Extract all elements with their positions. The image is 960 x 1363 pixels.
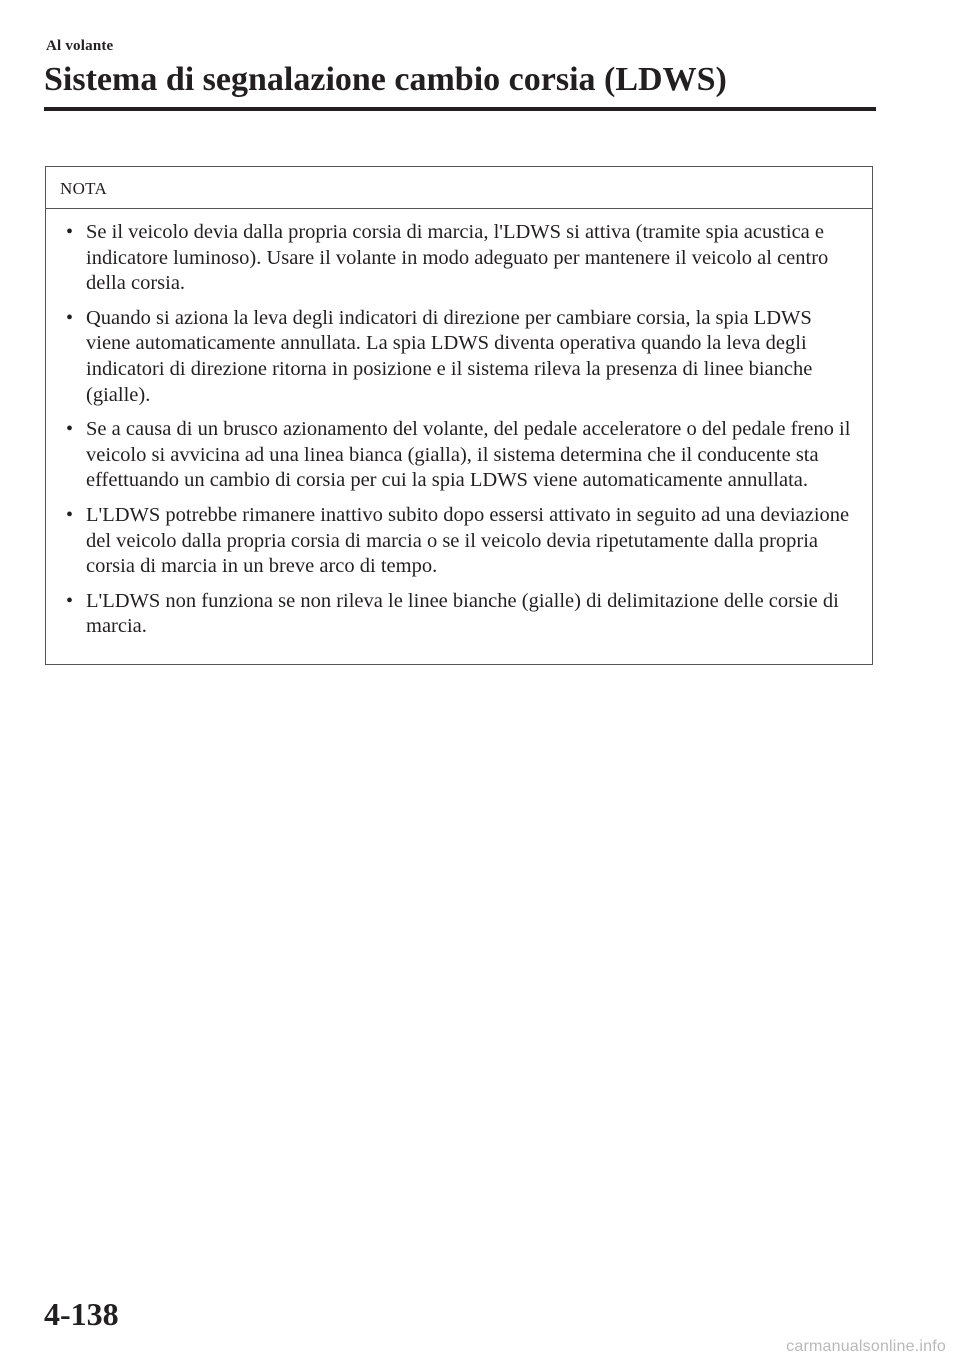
note-item-text: Se il veicolo devia dalla propria corsia di marcia, l'LDWS si attiva (tramite spia acustica e indicatore luminoso). Usare il volante in modo adeguato per mantenere il veicolo al centro della corsia. — [86, 221, 829, 295]
note-box — [45, 166, 873, 665]
note-item-text: L'LDWS non funziona se non rileva le linee bianche (gialle) di delimitazione delle corsie di marcia. — [86, 589, 839, 638]
bullet-icon: • — [66, 418, 74, 441]
note-item-text: L'LDWS potrebbe rimanere inattivo subito dopo essersi attivato in seguito ad una deviazione del veicolo dalla propria corsia di marcia o se il veicolo devia ripetutamente dalla propria corsia di marcia in un breve arco di tempo. — [86, 503, 850, 578]
list-item — [66, 589, 858, 640]
note-list — [46, 209, 872, 640]
list-item — [66, 503, 858, 580]
bullet-icon: • — [66, 589, 74, 612]
title-divider — [44, 107, 876, 111]
bullet-icon: • — [66, 306, 74, 329]
page-number: 4-138 — [44, 1296, 119, 1332]
list-item — [66, 306, 858, 408]
page-title: Sistema di segnalazione cambio corsia (LDWS) — [44, 61, 727, 98]
note-item-text: Quando si aziona la leva degli indicatori di direzione per cambiare corsia, la spia LDWS viene automaticamente annullata. La spia LDWS diventa operativa quando la leva degli indicatori di direzione ritorna in posizione e il sistema rileva la presenza di linee bianche (gialle). — [86, 306, 813, 406]
note-item-text: Se a causa di un brusco azionamento del volante, del pedale acceleratore o del pedale freno il veicolo si avvicina ad una linea bianca (gialla), il sistema determina che il conducente sta effettuando un cambio di corsia per cui la spia LDWS viene automaticamente annullata. — [86, 418, 851, 492]
note-heading: NOTA — [46, 167, 872, 209]
section-label: Al volante — [46, 38, 114, 54]
list-item — [66, 220, 858, 297]
bullet-icon: • — [66, 503, 74, 526]
watermark-text: carmanualsonline.info — [786, 1338, 946, 1355]
list-item — [66, 417, 858, 494]
bullet-icon: • — [66, 221, 74, 243]
